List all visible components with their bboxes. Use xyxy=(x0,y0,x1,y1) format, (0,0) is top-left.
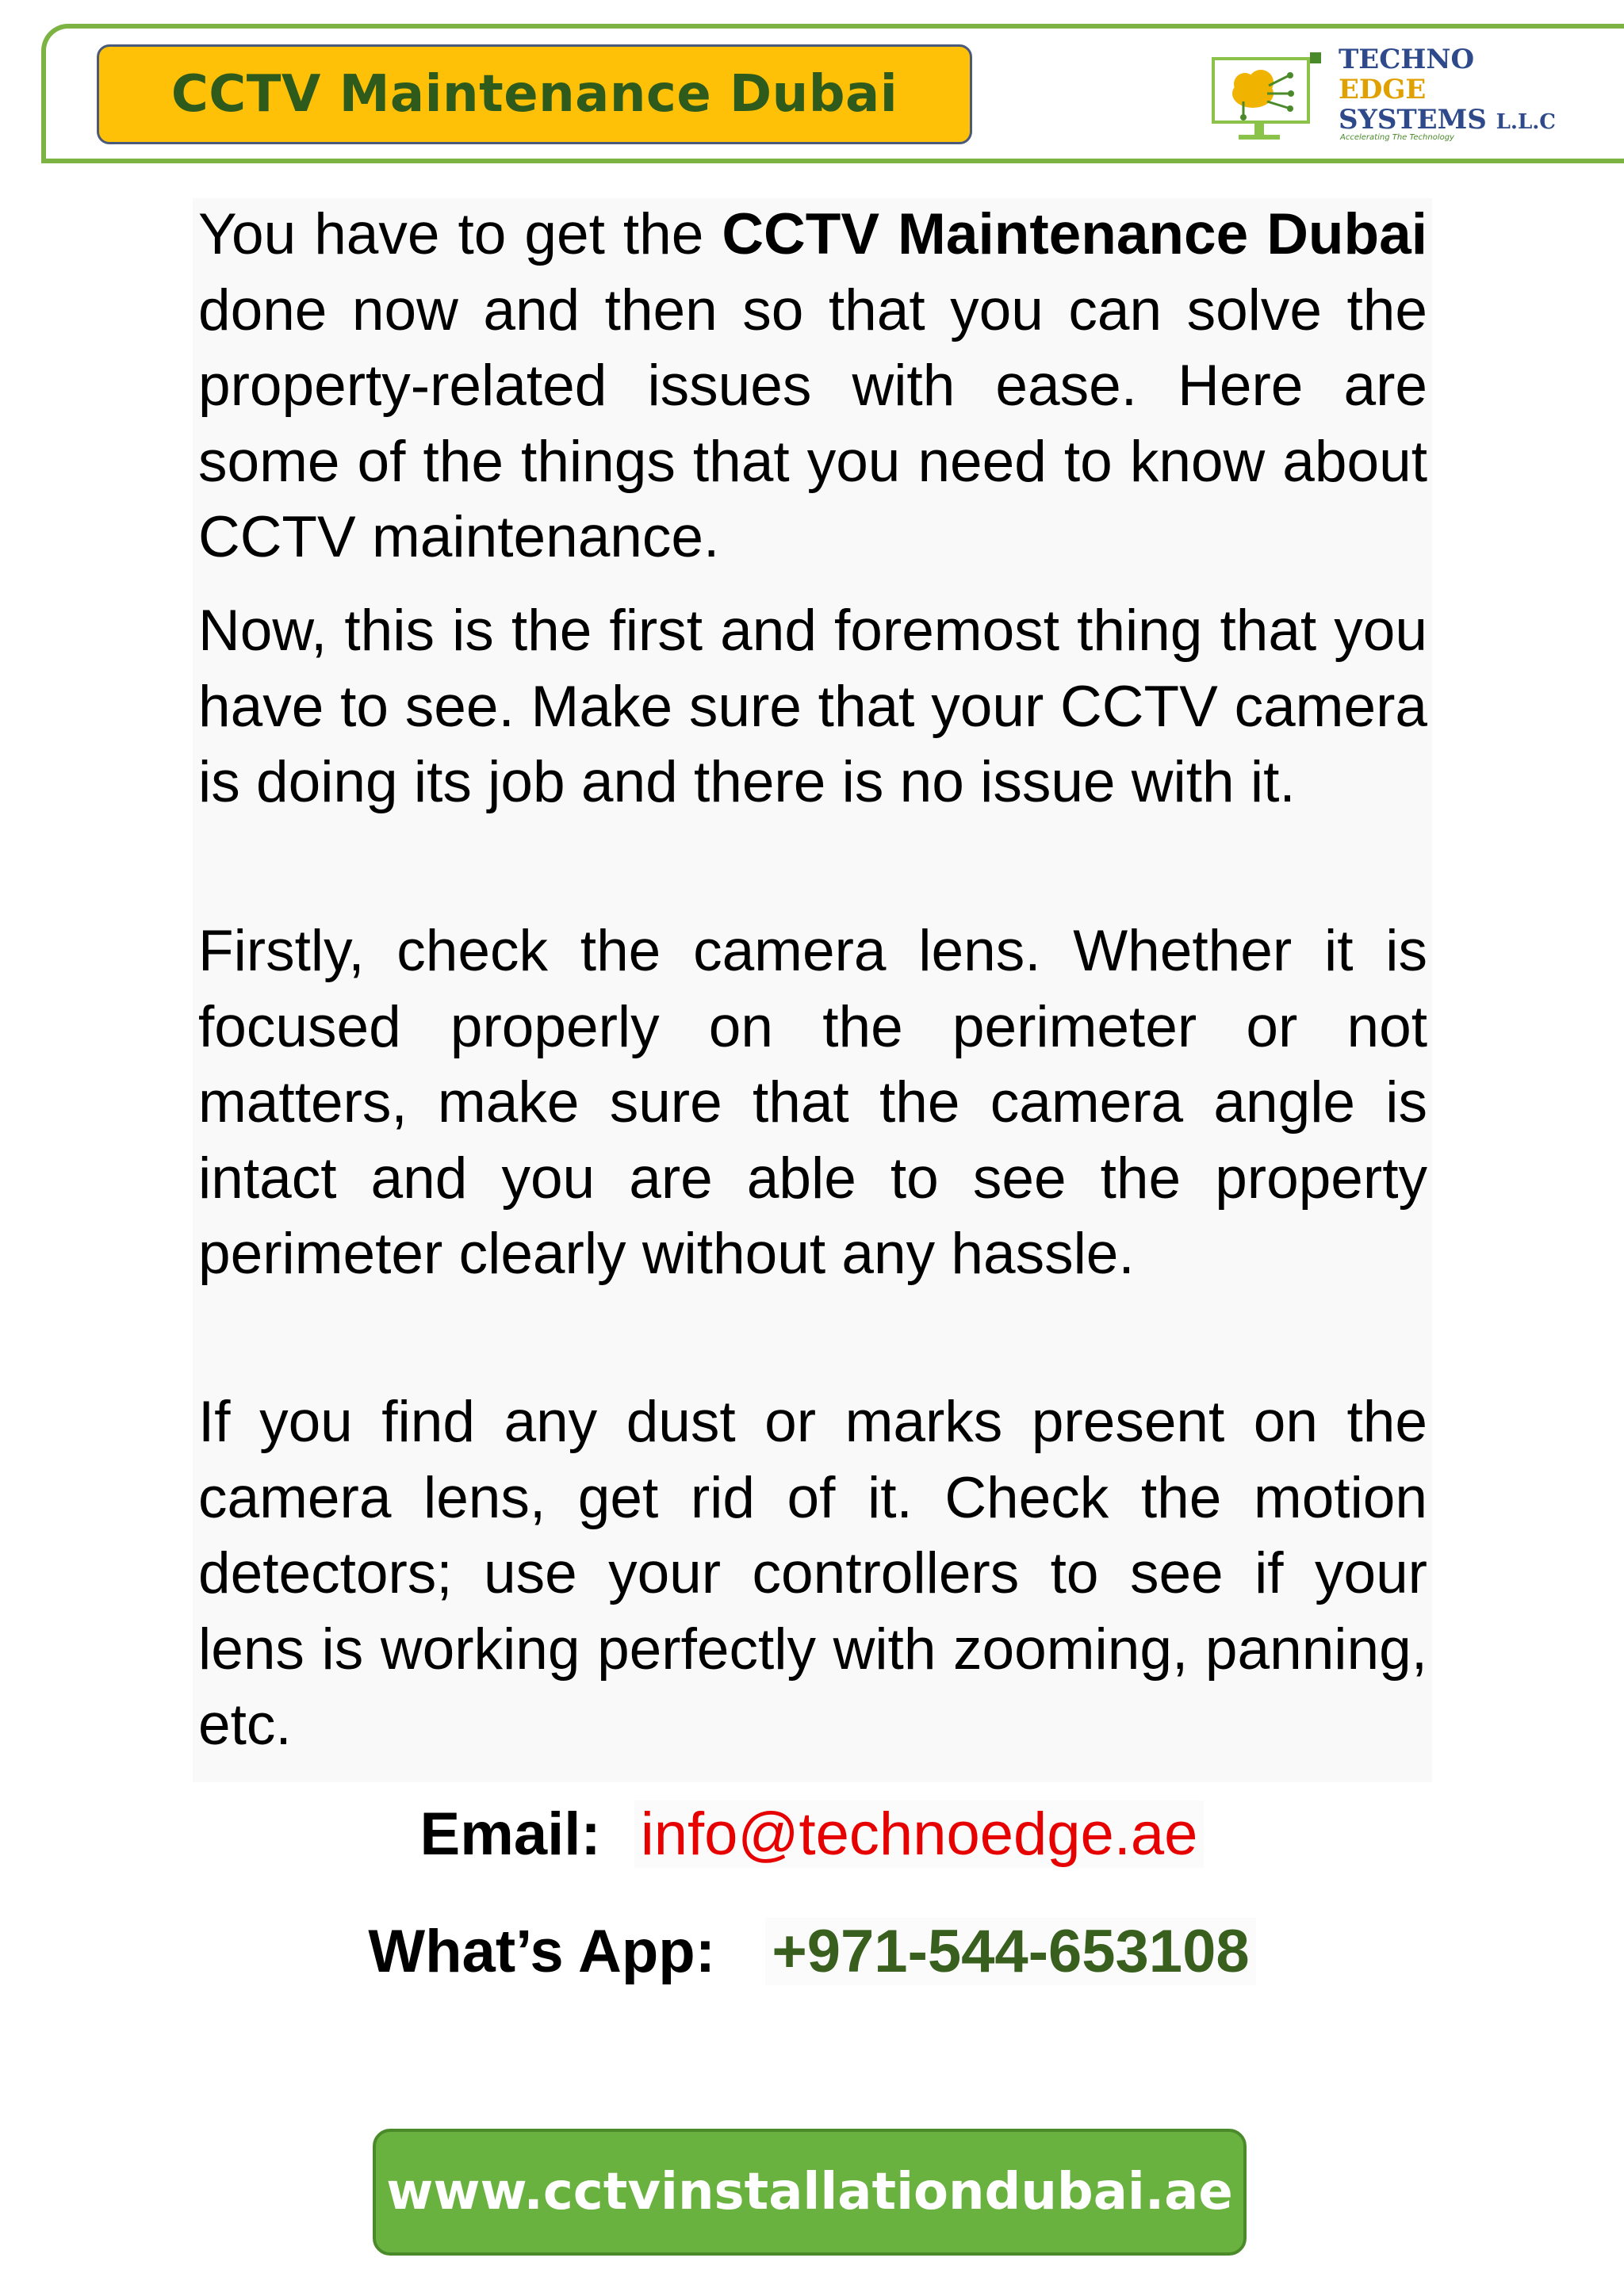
paragraph-2: Now, this is the first and foremost thing that you have to see. Make sure that your CCTV camera is doing its job and there is no issue with it. xyxy=(198,599,1427,814)
page-title: CCTV Maintenance Dubai xyxy=(170,65,898,124)
cloud-computer-logo-icon xyxy=(1212,52,1335,144)
paragraph-4: If you find any dust or marks present on the camera lens, get rid of it. Check the motion detectors; use your controllers to see if your lens is working perfectly with zooming, panning, etc. xyxy=(198,1390,1427,1757)
website-url: www.cctvinstallationdubai.ae xyxy=(386,2163,1233,2221)
email-row xyxy=(0,1800,1624,1869)
whatsapp-number[interactable]: +971-544-653108 xyxy=(765,1918,1255,1985)
email-label: Email: xyxy=(419,1800,601,1868)
logo-wordmark xyxy=(1339,44,1556,137)
paragraph-1 xyxy=(198,197,1427,576)
logo-line-1: TECHNO xyxy=(1339,44,1475,75)
paragraph-1-intro: You have to get the xyxy=(198,202,722,266)
website-link-button[interactable] xyxy=(373,2129,1247,2256)
logo-suffix: L.L.C xyxy=(1496,110,1556,134)
company-logo xyxy=(1212,44,1561,149)
logo-line-2: EDGE xyxy=(1339,74,1427,105)
paragraph-3: Firstly, check the camera lens. Whether it is focused properly on the perimeter or not matters, make sure that the camera angle is intact and you are able to see the property perimeter clearly without any hassle. xyxy=(198,919,1427,1286)
whatsapp-row xyxy=(0,1917,1624,1986)
logo-tagline: Accelerating The Technology xyxy=(1340,133,1454,142)
whatsapp-label: What’s App: xyxy=(368,1918,716,1985)
title-badge xyxy=(97,44,972,144)
paragraph-1-bold-keyword: CCTV Maintenance Dubai xyxy=(722,202,1427,266)
logo-line-3: SYSTEMS xyxy=(1339,104,1487,136)
email-link[interactable]: info@technoedge.ae xyxy=(634,1800,1205,1868)
paragraph-1-rest: done now and then so that you can solve the property-related issues with ease. Here are some of the things that you need to know about CCTV maintenance. xyxy=(198,277,1427,569)
